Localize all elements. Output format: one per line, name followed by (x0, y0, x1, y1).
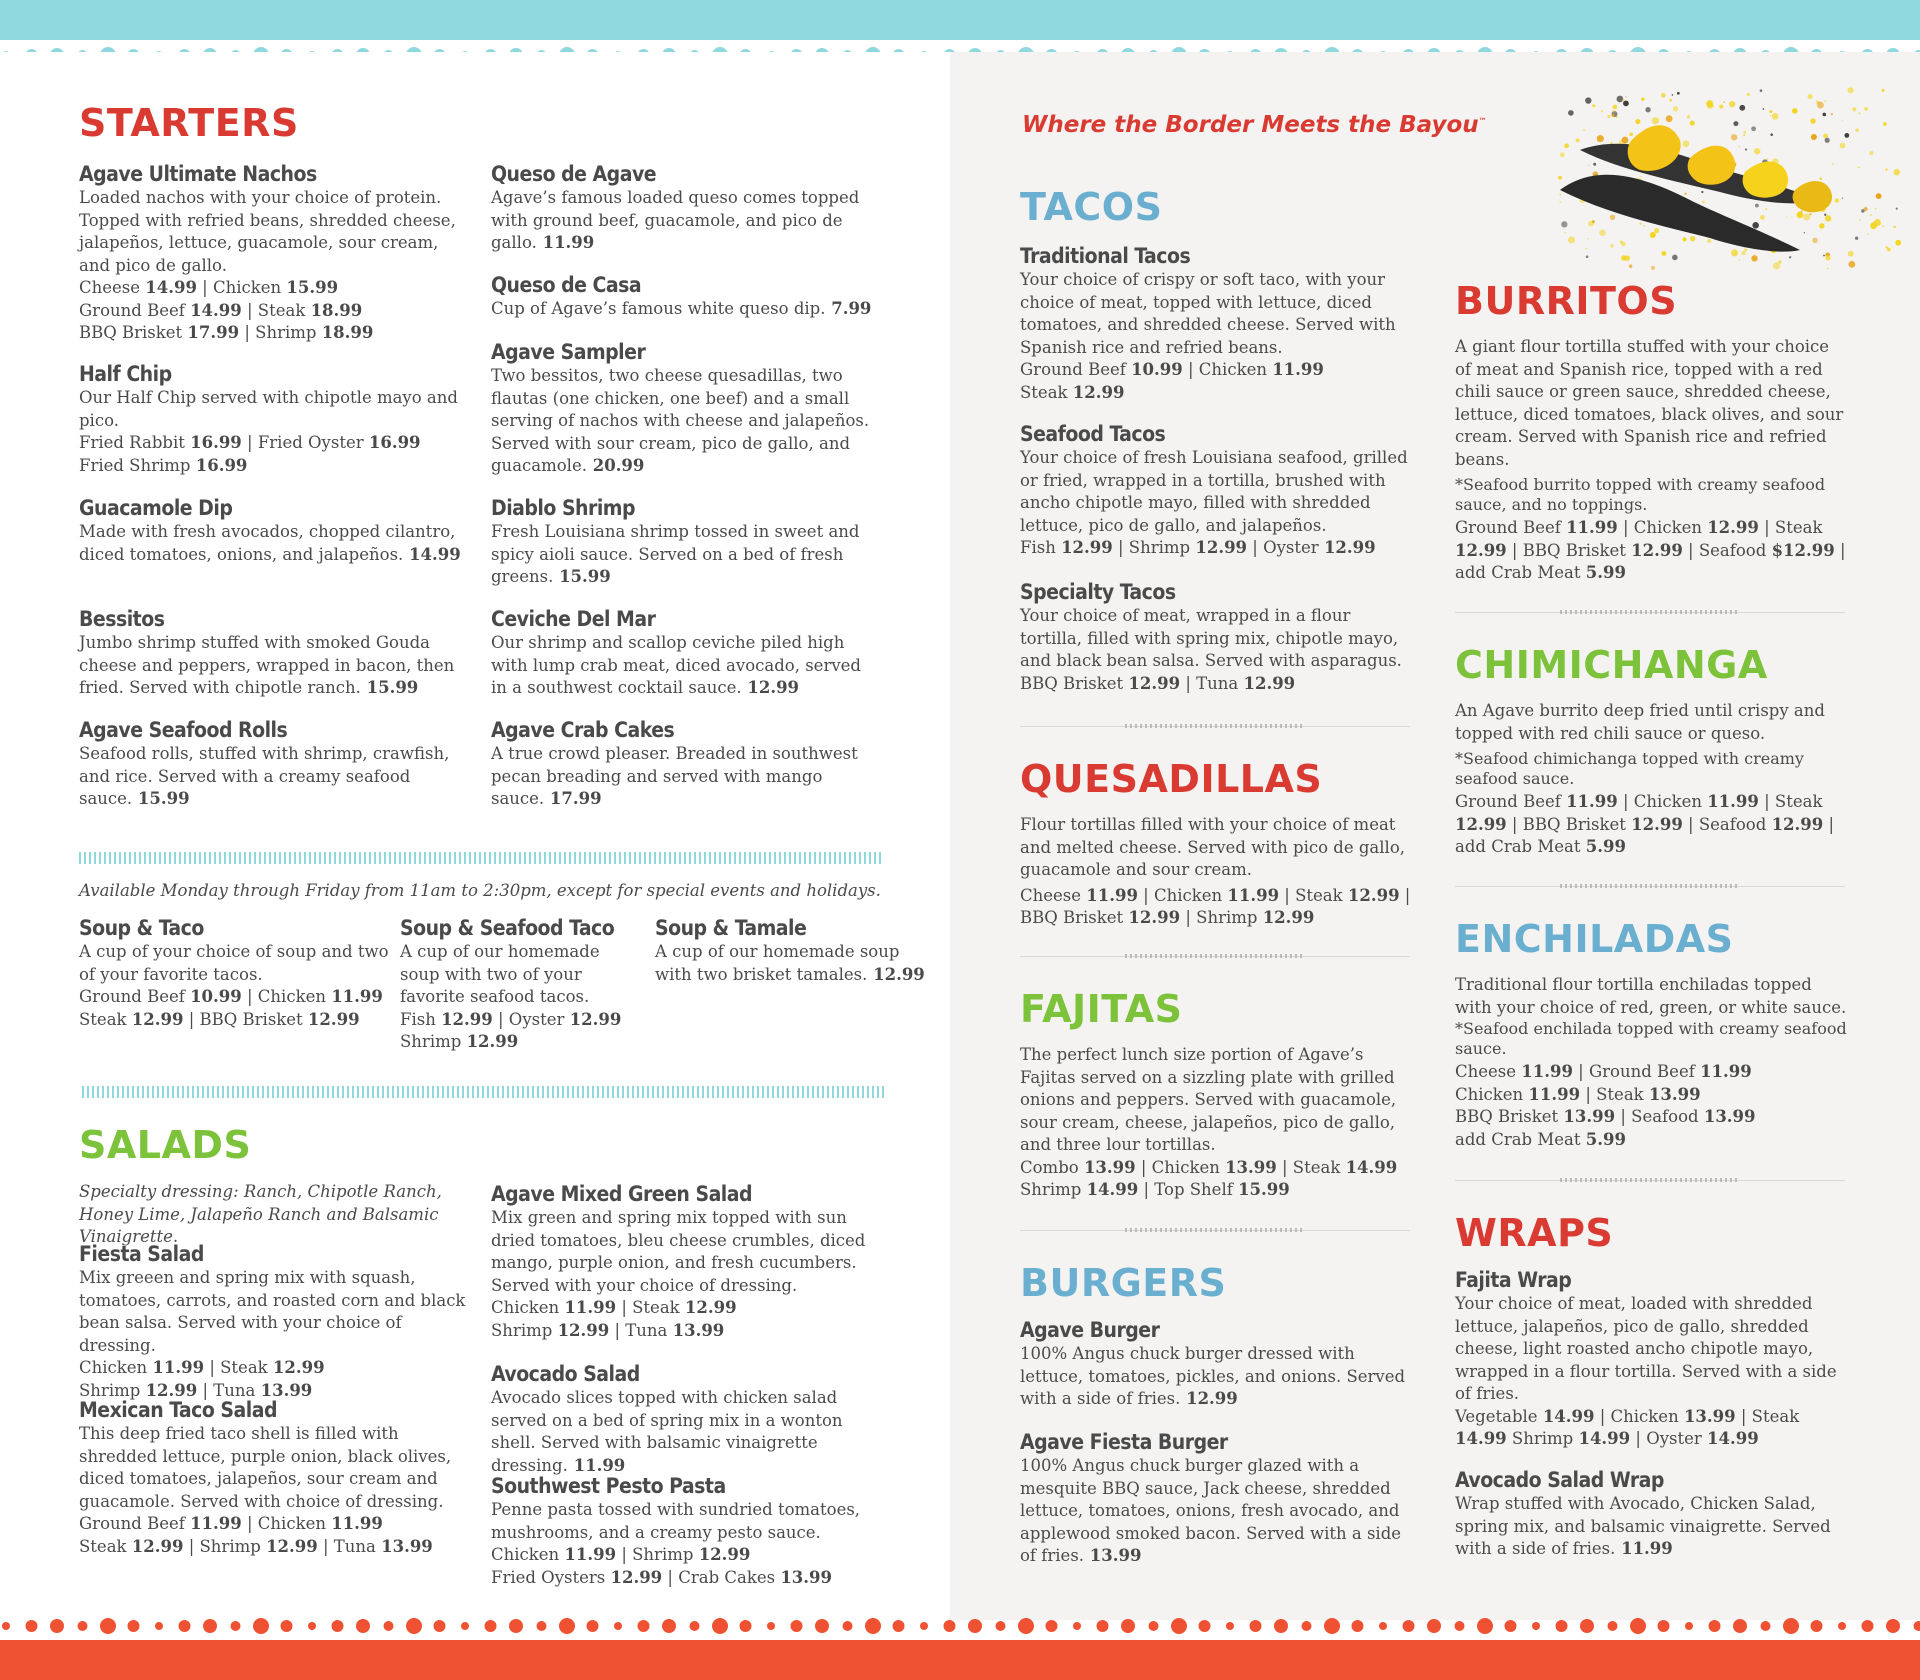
price-line: BBQ Brisket 12.99 | Tuna 12.99 (1020, 673, 1296, 693)
salads-heading: SALADS (79, 1123, 252, 1167)
menu-item (400, 916, 640, 1054)
menu-item-description: 100% Angus chuck burger dressed with lettuce, tomatoes, pickles, and onions. Served with a side of fries. 12.99 (1020, 1344, 1406, 1408)
menu-item (491, 718, 876, 811)
menu-item-description: Loaded nachos with your choice of protein. Topped with refried beans, shredded cheese, jalapeños, lettuce, guacamole, sour cream, and pico de gallo. (79, 188, 456, 275)
menu-item-name: Agave Mixed Green Salad (491, 1182, 753, 1206)
menu-item-name: Guacamole Dip (79, 496, 233, 520)
divider-tacos (1020, 726, 1410, 729)
menu-item (1455, 1468, 1850, 1561)
menu-item-name: Seafood Tacos (1020, 422, 1166, 446)
menu-item-name: Fajita Wrap (1455, 1268, 1572, 1292)
menu-item-price: 20.99 (586, 456, 645, 475)
stripe-divider-1 (79, 852, 881, 864)
price-line: Shrimp 12.99 | Tuna 13.99 (491, 1320, 725, 1340)
menu-item-price: 17.99 (544, 789, 602, 808)
enchiladas-heading: ENCHILADAS (1455, 917, 1734, 961)
top-color-band (0, 0, 1920, 40)
quesadillas-block (1020, 814, 1415, 930)
menu-item-description: Wrap stuffed with Avocado, Chicken Salad, spring mix, and balsamic vinaigrette. Served with a side of fries. 11.99 (1455, 1494, 1831, 1558)
menu-item (491, 1362, 886, 1477)
menu-item-name: Bessitos (79, 607, 165, 631)
menu-item-name: Ceviche Del Mar (491, 607, 656, 631)
menu-item-name: Specialty Tacos (1020, 580, 1176, 604)
menu-item-name: Southwest Pesto Pasta (491, 1474, 726, 1498)
menu-item-price: 11.99 (536, 233, 595, 252)
price-line: Shrimp 12.99 (400, 1032, 519, 1051)
menu-item-name: Queso de Agave (491, 162, 657, 186)
price-line: BBQ Brisket 12.99 | Shrimp 12.99 (1020, 908, 1315, 927)
menu-item-description: Fresh Louisiana shrimp tossed in sweet and spicy aioli sauce. Served on a bed of fresh greens. 15.99 (491, 522, 860, 586)
starters-heading: STARTERS (79, 101, 299, 145)
menu-item-description: A cup of your choice of soup and two of your favorite tacos. (79, 942, 389, 984)
price-line: Chicken 11.99 | Steak 12.99 (491, 1298, 737, 1317)
menu-item-name: Agave Ultimate Nachos (79, 162, 317, 186)
price-line: 14.99 Shrimp 14.99 | Oyster 14.99 (1455, 1429, 1759, 1448)
menu-item-price: 7.99 (825, 299, 872, 318)
menu-item-price: 12.99 (1180, 1389, 1238, 1408)
tacos-heading: TACOS (1020, 185, 1163, 229)
price-line: BBQ Brisket 17.99 | Shrimp 18.99 (79, 323, 374, 342)
menu-item-name: Diablo Shrimp (491, 496, 636, 520)
menu-item (79, 916, 389, 1031)
price-line: Steak 12.99 | Shrimp 12.99 | Tuna 13.99 (79, 1536, 433, 1556)
price-line: add Crab Meat 5.99 (1455, 563, 1626, 582)
price-line: Fried Shrimp 16.99 (79, 455, 248, 475)
fajitas-heading: FAJITAS (1020, 987, 1183, 1031)
menu-item (79, 362, 464, 477)
chimichanga-description: An Agave burrito deep fried until crispy and topped with red chili sauce or queso. (1455, 701, 1825, 743)
price-line: Fish 12.99 | Shrimp 12.99 | Oyster 12.99 (1020, 538, 1376, 557)
salads-dressing-note: Specialty dressing: Ranch, Chipotle Ranch, Honey Lime, Jalapeño Ranch and Balsamic Vinaigrette. (79, 1182, 442, 1246)
menu-item (79, 162, 464, 345)
price-line: BBQ Brisket 13.99 | Seafood 13.99 (1455, 1107, 1756, 1126)
price-line: Cheese 11.99 | Ground Beef 11.99 (1455, 1062, 1752, 1081)
menu-item-description: Your choice of meat, wrapped in a flour tortilla, filled with spring mix, chipotle mayo, and black bean salsa. Served with asparagus. (1020, 606, 1402, 670)
enchiladas-note: *Seafood enchilada topped with creamy seafood sauce. (1455, 1019, 1847, 1058)
menu-item-name: Avocado Salad Wrap (1455, 1468, 1664, 1492)
menu-item-description: Our shrimp and scallop ceviche piled high with lump crab meat, diced avocado, served in a southwest cocktail sauce. 12.99 (491, 633, 861, 697)
divider-quesadillas (1020, 956, 1410, 959)
menu-item-name: Agave Sampler (491, 340, 646, 364)
menu-item-price: 13.99 (1084, 1546, 1142, 1565)
lunch-availability-note: Available Monday through Friday from 11am to 2:30pm, except for special events and holidays. (79, 881, 881, 900)
quesadillas-prices (1020, 885, 1415, 930)
chimichanga-note: *Seafood chimichanga topped with creamy seafood sauce. (1455, 749, 1804, 788)
price-line: Chicken 11.99 | Steak 13.99 (1455, 1084, 1701, 1104)
menu-item (491, 496, 876, 589)
menu-item-name: Traditional Tacos (1020, 244, 1191, 268)
menu-item (79, 496, 464, 566)
menu-item (655, 916, 930, 986)
burritos-note: *Seafood burrito topped with creamy seafood sauce, and no toppings. (1455, 475, 1826, 514)
menu-item-name: Queso de Casa (491, 273, 642, 297)
divider-fajitas (1020, 1230, 1410, 1233)
divider-enchiladas (1455, 1180, 1845, 1183)
menu-item (1020, 1318, 1415, 1411)
menu-item (491, 273, 876, 321)
stripe-divider-2 (82, 1086, 886, 1098)
menu-item (491, 607, 876, 700)
menu-item-price: 12.99 (741, 678, 800, 697)
menu-item (79, 1398, 469, 1558)
menu-item-price: 15.99 (553, 567, 611, 586)
price-line: Ground Beef 10.99 | Chicken 11.99 (1020, 360, 1324, 379)
tagline: Where the Border Meets the Bayou™ (1022, 112, 1487, 138)
menu-item-description: A true crowd pleaser. Breaded in southwest pecan breading and served with mango sauce. 17.99 (491, 744, 858, 808)
menu-item-description: Made with fresh avocados, chopped cilantro, diced tomatoes, onions, and jalapeños. 14.99 (79, 522, 461, 564)
pepper-splash-illustration (1540, 80, 1910, 280)
menu-item-name: Agave Crab Cakes (491, 718, 675, 742)
quesadillas-heading: QUESADILLAS (1020, 757, 1323, 801)
menu-item-description: Two bessitos, two cheese quesadillas, two flautas (one chicken, one beef) and a small serving of nachos with cheese and jalapeños. Served with sour cream, pico de gallo, and guacamole. 20.99 (491, 366, 870, 475)
menu-item-price: 11.99 (567, 1455, 626, 1475)
price-line: Ground Beef 10.99 | Chicken 11.99 (79, 987, 383, 1006)
menu-item (1455, 1268, 1850, 1451)
price-line: Chicken 11.99 | Steak 12.99 (79, 1358, 325, 1377)
menu-item-price: 15.99 (360, 678, 419, 697)
enchiladas-block (1455, 974, 1850, 1151)
menu-item (79, 1242, 469, 1402)
price-line: Chicken 11.99 | Shrimp 12.99 (491, 1545, 751, 1564)
menu-item-name: Agave Fiesta Burger (1020, 1430, 1228, 1454)
menu-item-name: Soup & Tamale (655, 916, 807, 940)
menu-item-description: 100% Angus chuck burger glazed with a mesquite BBQ sauce, Jack cheese, shredded lettuce, tomatoes, onions, fresh avocado, and applewood smoked bacon. Served with a side of fries. 13.99 (1020, 1456, 1402, 1565)
price-line: Ground Beef 11.99 | Chicken 11.99 (79, 1514, 383, 1533)
menu-item-description: Mix greeen and spring mix with squash, tomatoes, carrots, and roasted corn and black bean salsa. Served with your choice of dressing. (79, 1268, 466, 1355)
burgers-heading: BURGERS (1020, 1261, 1227, 1305)
price-line: 12.99 | BBQ Brisket 12.99 | Seafood 12.99 | (1455, 814, 1835, 834)
menu-item-name: Agave Burger (1020, 1318, 1160, 1342)
menu-item-description: A cup of our homemade soup with two brisket tamales. 12.99 (655, 942, 925, 984)
menu-item (491, 340, 876, 478)
menu-item-name: Avocado Salad (491, 1362, 640, 1386)
burritos-block (1455, 336, 1850, 585)
burritos-prices (1455, 517, 1850, 585)
menu-item-name: Mexican Taco Salad (79, 1398, 278, 1422)
menu-item (79, 607, 464, 700)
price-line: Fried Oysters 12.99 | Crab Cakes 13.99 (491, 1567, 832, 1587)
menu-item-name: Soup & Seafood Taco (400, 916, 615, 940)
divider-burritos (1455, 612, 1845, 615)
menu-item (491, 1474, 886, 1589)
price-line: Ground Beef 14.99 | Steak 18.99 (79, 300, 363, 320)
menu-item-description: Penne pasta tossed with sundried tomatoes, mushrooms, and a creamy pesto sauce. (491, 1500, 861, 1542)
price-line: Steak 12.99 | BBQ Brisket 12.99 (79, 1009, 360, 1029)
menu-item (491, 162, 876, 255)
menu-item-description: Mix green and spring mix topped with sun dried tomatoes, bleu cheese crumbles, diced mango, purple onion, and fresh cucumbers. Served with your choice of dressing. (491, 1208, 866, 1295)
menu-item-description: Seafood rolls, stuffed with shrimp, crawfish, and rice. Served with a creamy seafood sauce. 15.99 (79, 744, 450, 808)
price-line: add Crab Meat 5.99 (1455, 837, 1626, 856)
price-line: 12.99 | BBQ Brisket 12.99 | Seafood $12.99 | (1455, 540, 1846, 560)
bottom-dot-border (0, 1614, 1920, 1638)
menu-item-name: Soup & Taco (79, 916, 204, 940)
price-line: Ground Beef 11.99 | Chicken 11.99 | Steak (1455, 792, 1823, 811)
menu-item-description: A cup of our homemade soup with two of your favorite seafood tacos. (400, 942, 600, 1006)
menu-item-name: Half Chip (79, 362, 172, 386)
wraps-heading: WRAPS (1455, 1211, 1614, 1255)
chimichanga-block (1455, 700, 1850, 859)
menu-item-description: Agave’s famous loaded queso comes topped with ground beef, guacamole, and pico de gallo. 11.99 (491, 188, 860, 252)
burritos-heading: BURRITOS (1455, 279, 1678, 323)
bottom-color-band (0, 1640, 1920, 1680)
price-line: Ground Beef 11.99 | Chicken 12.99 | Steak (1455, 518, 1823, 537)
burritos-description: A giant flour tortilla stuffed with your choice of meat and Spanish rice, topped with a red chili sauce or green sauce, shredded cheese, lettuce, diced tomatoes, black olives, and sour cream. Served with Spanish rice and refried beans. (1455, 337, 1844, 469)
price-line: Combo 13.99 | Chicken 13.99 | Steak 14.99 (1020, 1157, 1398, 1177)
menu-item-description: This deep fried taco shell is filled with shredded lettuce, purple onion, black olives, diced tomatoes, jalapeños, sour cream and guacamole. Served with choice of dressing. (79, 1424, 452, 1511)
price-line: Shrimp 12.99 | Tuna 13.99 (79, 1380, 313, 1400)
menu-item-name: Agave Seafood Rolls (79, 718, 288, 742)
fajitas-prices (1020, 1157, 1415, 1202)
fajitas-description: The perfect lunch size portion of Agave’s Fajitas served on a sizzling plate with grilled onions and peppers. Served with guacamole, sour cream, cheese, jalapeños, pico de gallo, and three lour tortillas. (1020, 1045, 1397, 1154)
menu-item-price: 12.99 (867, 964, 925, 984)
menu-item-description: Your choice of fresh Louisiana seafood, grilled or fried, wrapped in a tortilla, brushed with ancho chipotle mayo, filled with shredded lettuce, pico de gallo, and jalapeños. (1020, 448, 1408, 535)
menu-item (491, 1182, 886, 1342)
price-line: Cheese 14.99 | Chicken 15.99 (79, 278, 339, 297)
chimichanga-prices (1455, 791, 1850, 859)
fajitas-block (1020, 1044, 1415, 1202)
price-line: Cheese 11.99 | Chicken 11.99 | Steak 12.99 | (1020, 885, 1411, 905)
menu-item (1020, 580, 1415, 695)
menu-item-price: 11.99 (1615, 1539, 1673, 1558)
menu-item-description: Your choice of crispy or soft taco, with your choice of meat, topped with lettuce, diced tomatoes, and shredded cheese. Served with Spanish rice and refried beans. (1020, 270, 1396, 357)
menu-item-description: Cup of Agave’s famous white queso dip. 7.99 (491, 299, 872, 318)
divider-chimichanga (1455, 886, 1845, 889)
menu-item (1020, 422, 1415, 560)
menu-item-description: Your choice of meat, loaded with shredded lettuce, jalapeños, pico de gallo, shredded cheese, light roasted ancho chipotle mayo, wrapped in a flour tortilla. Served with a side of fries. (1455, 1294, 1837, 1403)
menu-item (79, 718, 464, 811)
price-line: Fish 12.99 | Oyster 12.99 (400, 1009, 622, 1029)
menu-item-price: 14.99 (403, 544, 461, 564)
menu-item (1020, 244, 1415, 404)
price-line: Fried Rabbit 16.99 | Fried Oyster 16.99 (79, 433, 421, 452)
menu-item-description: Avocado slices topped with chicken salad served on a bed of spring mix in a wonton shell. Served with balsamic vinaigrette dressing. 11.99 (491, 1388, 843, 1475)
price-line: add Crab Meat 5.99 (1455, 1129, 1626, 1149)
price-line: Shrimp 14.99 | Top Shelf 15.99 (1020, 1180, 1290, 1199)
menu-item-description: Jumbo shrimp stuffed with smoked Gouda cheese and peppers, wrapped in bacon, then fried. Served with chipotle ranch. 15.99 (79, 633, 455, 697)
quesadillas-description: Flour tortillas filled with your choice of meat and melted cheese. Served with pico de gallo, guacamole and sour cream. (1020, 815, 1405, 879)
menu-item-name: Fiesta Salad (79, 1242, 204, 1266)
menu-item-price: 15.99 (132, 789, 190, 808)
price-line: Steak 12.99 (1020, 382, 1125, 402)
enchiladas-description: Traditional flour tortilla enchiladas topped with your choice of red, green, or white sauce. (1455, 975, 1847, 1017)
enchiladas-prices (1455, 1061, 1850, 1151)
menu-item (1020, 1430, 1415, 1568)
menu-item-description: Our Half Chip served with chipotle mayo and pico. (79, 388, 458, 430)
price-line: Vegetable 14.99 | Chicken 13.99 | Steak (1455, 1406, 1800, 1426)
chimichanga-heading: CHIMICHANGA (1455, 643, 1768, 687)
